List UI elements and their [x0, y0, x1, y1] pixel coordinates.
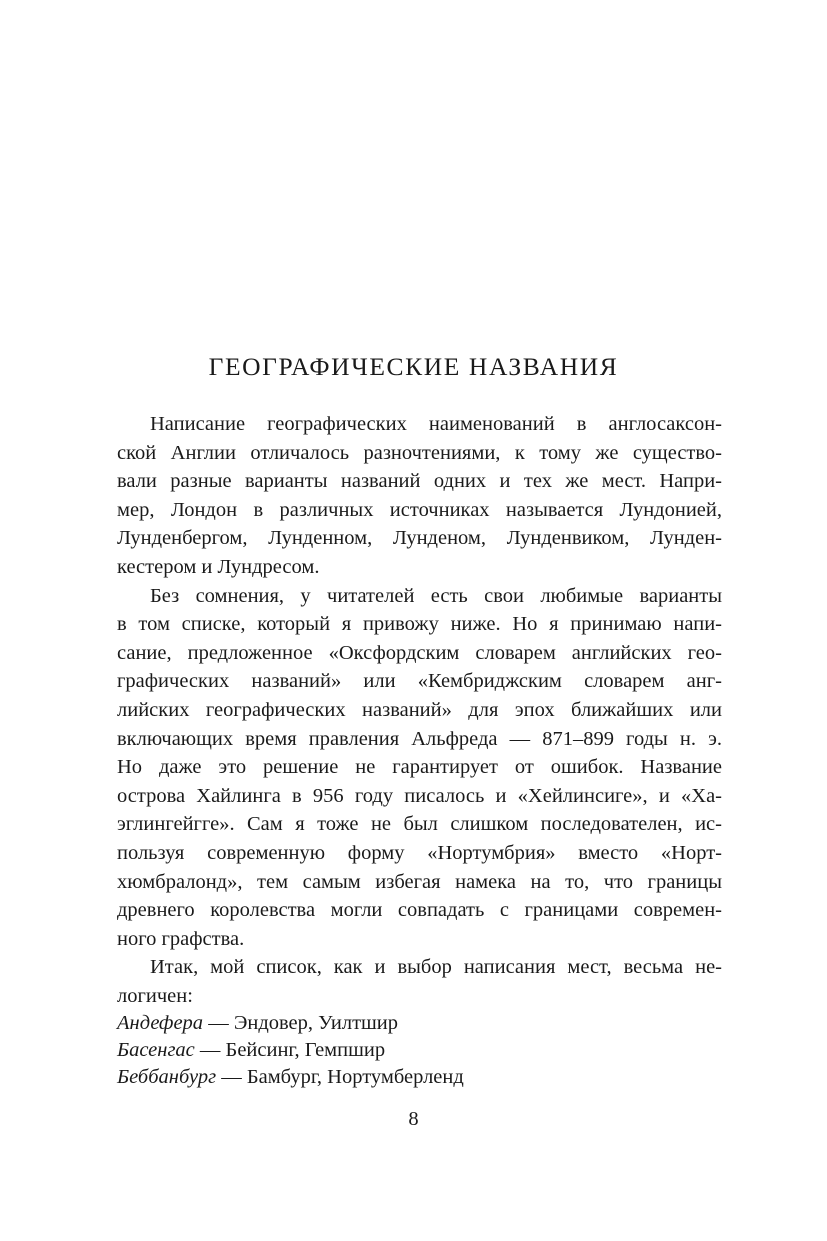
place-entry: [117, 1010, 722, 1037]
paragraph-line: Без сомнения, у читателей есть свои любимые варианты: [150, 584, 722, 607]
paragraph-line: в том списке, который я привожу ниже. Но я принимаю напи-: [117, 613, 722, 636]
paragraph-line: ской Англии отличалось разночтениями, к тому же существо-: [117, 441, 722, 464]
body-text: [117, 410, 722, 1010]
place-description: — Эндовер, Уилтшир: [203, 1012, 399, 1034]
paragraph-line: острова Хайлинга в 956 году писалось и «Хейлинсиге», и «Ха-: [117, 784, 722, 807]
page-number: 8: [408, 1108, 419, 1130]
paragraph-line: кестером и Лундресом.: [117, 555, 320, 578]
place-description: — Бейсинг, Гемпшир: [194, 1039, 386, 1061]
paragraph-line: Написание географических наименований в англосаксон-: [150, 413, 722, 435]
paragraph-line: эглингейгге». Сам я тоже не был слишком последователен, ис-: [117, 813, 722, 836]
place-name: Андефера: [117, 1012, 204, 1034]
paragraph-line: включающих время правления Альфреда — 871–899 годы н. э.: [117, 727, 722, 750]
paragraph-line: древнего королевства могли совпадать с границами современ-: [117, 899, 722, 922]
paragraph-line: хюмбралонд», тем самым избегая намека на то, что границы: [117, 870, 722, 893]
place-list: [117, 1010, 722, 1091]
paragraph-line: графических названий» или «Кембриджским словарем анг-: [117, 670, 722, 693]
place-description: — Бамбург, Нортумберленд: [216, 1066, 464, 1088]
paragraph-line: Лунденбергом, Лунденном, Лунденом, Лунденвиком, Лунден-: [117, 527, 722, 550]
paragraph-line: логичен:: [117, 984, 193, 1007]
place-entry: [117, 1064, 722, 1091]
paragraph-line: пользуя современную форму «Нортумбрия» вместо «Норт-: [117, 841, 722, 864]
paragraph-line: ного графства.: [117, 927, 245, 950]
paragraph-line: вали разные варианты названий одних и тех же мест. Напри-: [117, 470, 722, 493]
paragraph-line: Итак, мой список, как и выбор написания мест, весьма не-: [150, 956, 722, 979]
place-entry: [117, 1037, 722, 1064]
section-heading: ГЕОГРАФИЧЕСКИЕ НАЗВАНИЯ: [208, 352, 619, 381]
paragraph-line: сание, предложенное «Оксфордским словарем английских гео-: [117, 641, 722, 664]
paragraph-line: Но даже это решение не гарантирует от ошибок. Название: [117, 756, 722, 779]
paragraph-line: мер, Лондон в различных источниках называется Лундонией,: [117, 498, 722, 521]
place-name: Басенгас: [117, 1039, 195, 1061]
paragraph-line: лийских географических названий» для эпох ближайших или: [117, 698, 722, 721]
place-name: Беббанбург: [117, 1066, 217, 1088]
